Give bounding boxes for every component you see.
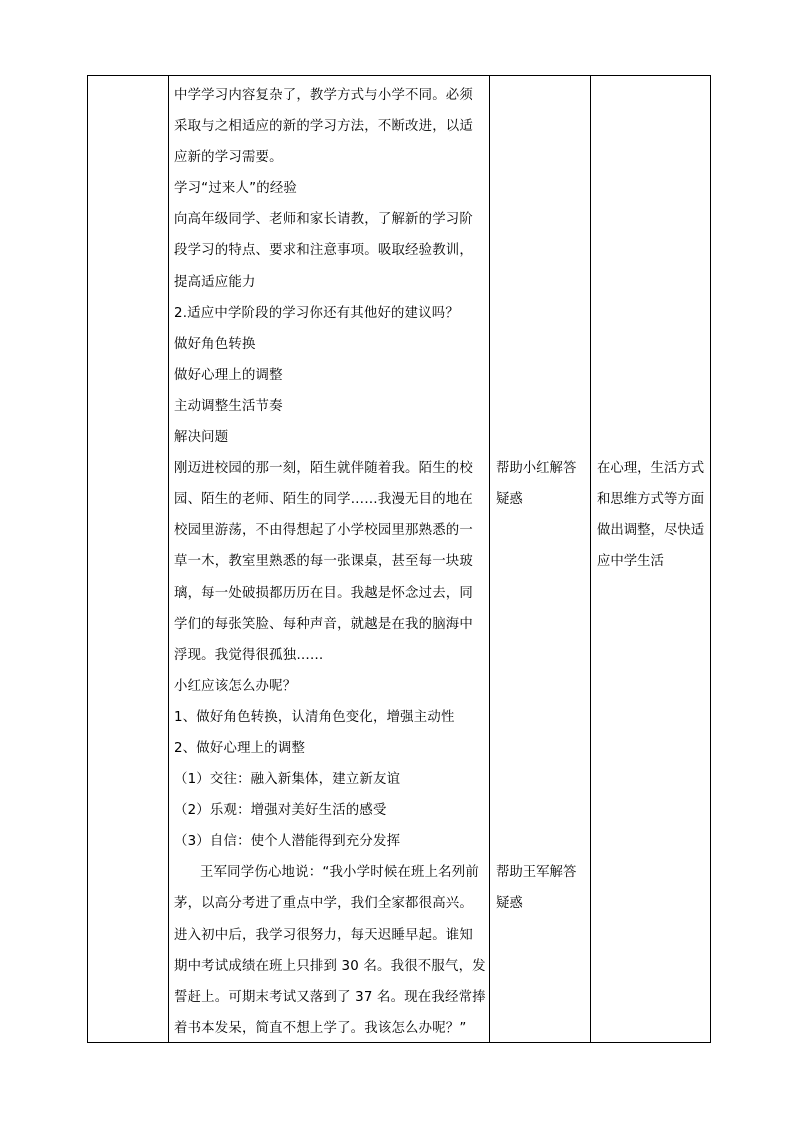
content-paragraph: 中学学习内容复杂了，教学方式与小学不同。必须采取与之相适应的新的学习方法，不断改进，以适应新的学习需要。 <box>174 88 473 166</box>
student-activity-xiaohong: 帮助小红解答疑惑 <box>496 461 577 508</box>
content-paragraph: 1、做好角色转换，认清角色变化，增强主动性 <box>174 709 455 725</box>
design-intent-xiaohong: 在心理，生活方式和思维方式等方面做出调整，尽快适应中学生活 <box>597 461 705 570</box>
content-paragraph: 2、做好心理上的调整 <box>174 740 306 756</box>
design-intent-cell <box>591 76 711 1043</box>
content-paragraph: 做好角色转换 <box>174 336 256 352</box>
table-row <box>88 76 711 1043</box>
content-paragraph: 解决问题 <box>174 430 229 446</box>
content-paragraph: 2.适应中学阶段的学习你还有其他好的建议吗？ <box>174 305 459 321</box>
content-paragraph: 做好心理上的调整 <box>174 367 283 383</box>
student-activity-wangjun: 帮助王军解答疑惑 <box>496 865 577 912</box>
content-paragraph: （2）乐观：增强对美好生活的感受 <box>174 803 387 819</box>
content-paragraph: 向高年级同学、老师和家长请教，了解新的学习阶段学习的特点、要求和注意事项。吸取经验教训，提高适应能力 <box>174 212 473 290</box>
content-paragraph: （3）自信：使个人潜能得到充分发挥 <box>174 834 401 850</box>
content-paragraph: 小红应该怎么办呢？ <box>174 678 297 694</box>
teaching-content <box>174 80 486 1044</box>
content-paragraph: （1）交往：融入新集体，建立新友谊 <box>174 772 401 788</box>
case-xiaohong-paragraph: 刚迈进校园的那一刻，陌生就伴随着我。陌生的校园、陌生的老师、陌生的同学……我漫无目的地在校园里游荡，不由得想起了小学校园里那熟悉的一草一木，教室里熟悉的每一张课桌，甚至每一块玻璃，每一处破损都历历在目。我越是怀念过去，同学们的每张笑脸、每种声音，就越是在我的脑海中浮现。我觉得很孤独…… <box>174 461 473 663</box>
student-activity-cell <box>490 76 591 1043</box>
lesson-plan-table <box>87 75 711 1043</box>
content-paragraph: 主动调整生活节奏 <box>174 398 283 414</box>
teaching-content-cell <box>169 76 490 1043</box>
case-wangjun-paragraph: 王军同学伤心地说：“我小学时候在班上名列前茅，以高分考进了重点中学，我们全家都很高兴。进入初中后，我学习很努力，每天迟睡早起。谁知期中考试成绩在班上只排到 30 名。我很不服气，发誓赶上。可期末考试又落到了 37 名。现在我经常捧着书本发呆，简直不想上学了。我该怎么办呢？” <box>174 865 486 1036</box>
section-label-cell <box>88 76 169 1043</box>
content-paragraph: 学习“过来人”的经验 <box>174 181 297 197</box>
